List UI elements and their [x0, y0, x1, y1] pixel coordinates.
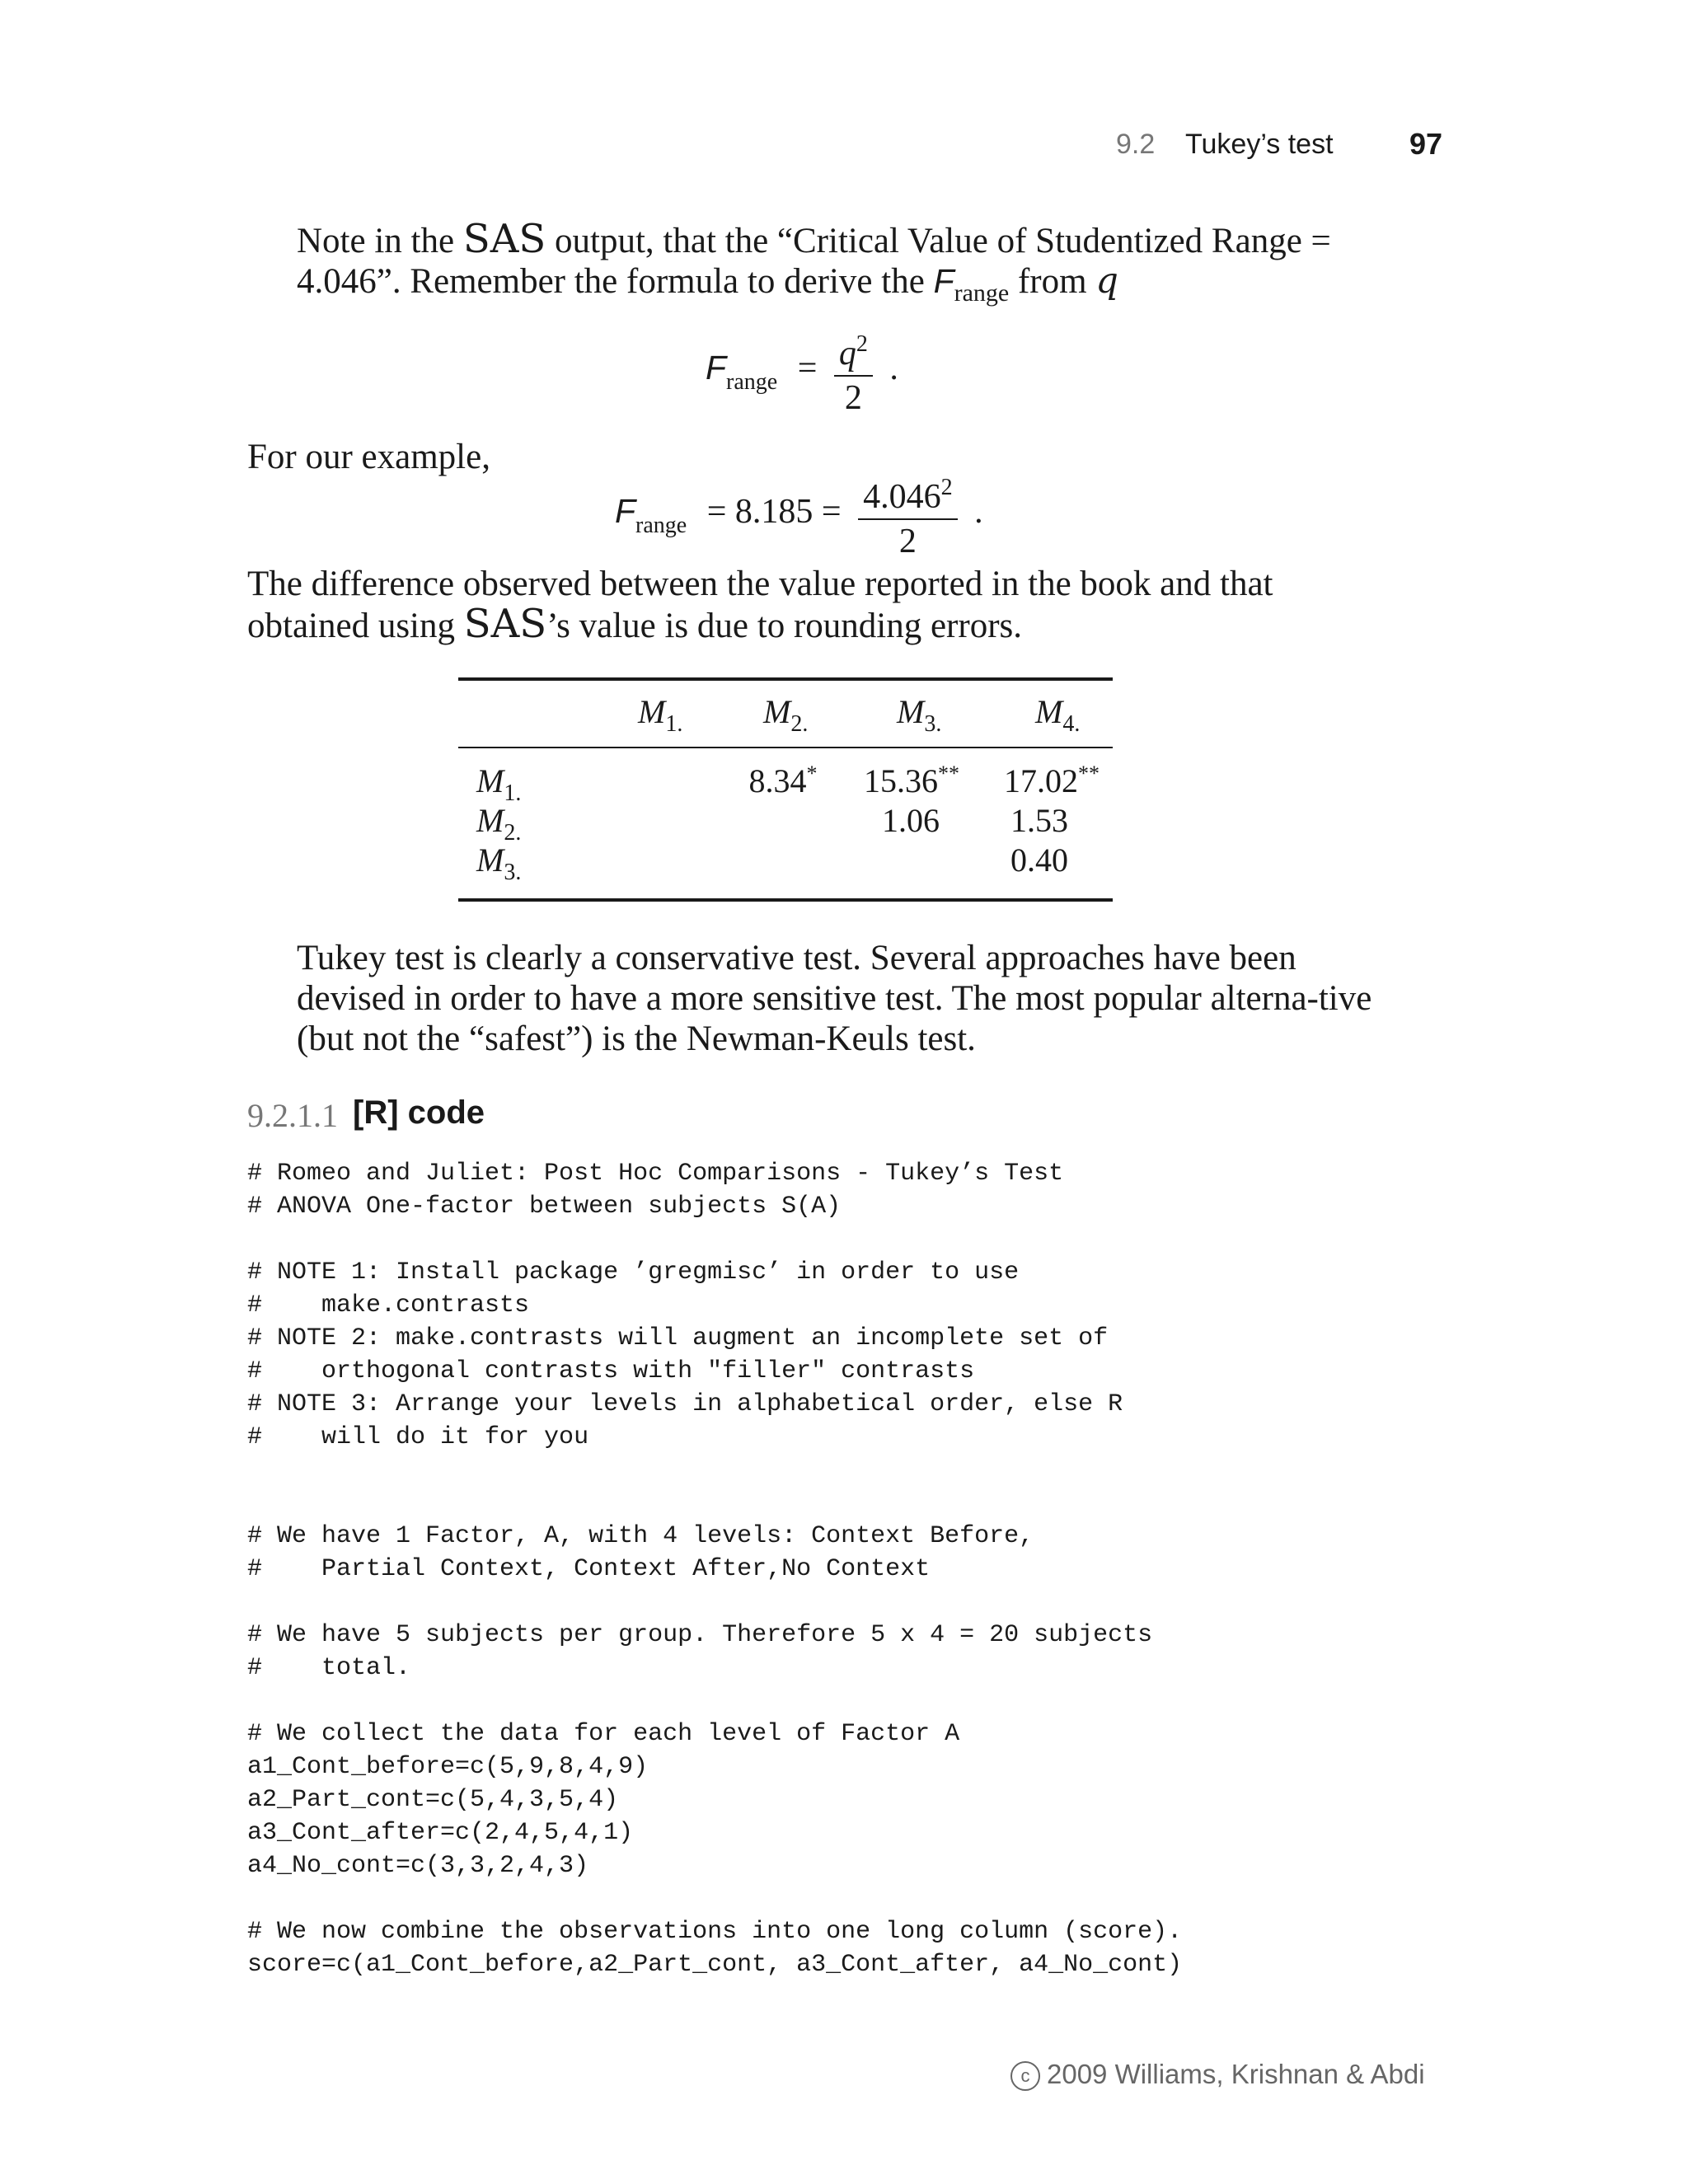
- section-title: [R] code: [353, 1094, 485, 1131]
- running-header-section-number: 9.2: [1116, 129, 1156, 160]
- column-header-m4: $M_{4.}$: [1035, 693, 1081, 737]
- paragraph-for-our-example: For our example,: [247, 438, 490, 476]
- column-header-m3: $M_{3.}$: [897, 693, 942, 737]
- table-cell-m1-m3: 15.36**: [864, 762, 959, 799]
- page-number: 97: [1409, 127, 1443, 161]
- row-header-m3: $M_{3.}$: [476, 841, 522, 885]
- paragraph-tukey-conservative: Tukey test is clearly a conservative test. Several approaches have been devised in order to have a more sensitive test. The most popular alterna-tive (but not the “safest”) is the Newman-Keuls test.: [297, 939, 1372, 1058]
- row-header-m1: $M_{1.}$: [476, 762, 522, 806]
- row-header-m2: $M_{2.}$: [476, 802, 522, 846]
- equation-frange-formula: $F_{range}$ = $\frac{q^2}{2}$ .: [706, 326, 898, 416]
- running-header-section-title: Tukey’s test: [1185, 129, 1334, 160]
- table-cell-m2-m4: 1.53: [1010, 802, 1068, 839]
- copyright-footer: c 2009 Williams, Krishnan & Abdi: [1010, 2059, 1425, 2091]
- column-header-m1: $M_{1.}$: [638, 693, 683, 737]
- sas-wordmark: SAS: [463, 601, 547, 647]
- table-cell-m1-m4: 17.02**: [1004, 762, 1100, 799]
- table-cell-m1-m2: 8.34*: [748, 762, 818, 799]
- section-number: 9.2.1.1: [247, 1097, 338, 1134]
- column-header-m2: $M_{2.}$: [763, 693, 809, 737]
- table-cell-m2-m3: 1.06: [882, 802, 940, 839]
- sas-wordmark: SAS: [462, 216, 546, 262]
- table-header-rule: [458, 747, 1113, 748]
- fraction-4046-squared-over-2: $\frac{4.046^2}{2}$: [858, 470, 958, 560]
- equation-frange-example: $F_{range} = 8.185$ = $\frac{4.046^2}{2}$ .: [615, 470, 983, 560]
- paragraph-sas-critical-value: Note in the SAS output, that the “Critical Value of Studentized Range = 4.046”. Remember the formula to derive the $F_{range}$ from q: [297, 216, 1331, 307]
- table-cell-m3-m4: 0.40: [1010, 841, 1068, 879]
- fraction-q-squared-over-2: $\frac{q^2}{2}$: [834, 326, 873, 416]
- table-bottom-rule: [458, 898, 1113, 902]
- copyright-icon: c: [1010, 2061, 1040, 2091]
- r-code-listing: # Romeo and Juliet: Post Hoc Comparisons - Tukey’s Test # ANOVA One-factor between subjects S(A) # NOTE 1: Install package ’gregmisc’ in order to use # make.contrasts # NOTE 2: make.contrasts will augment an incomplete set of # orthogonal contrasts with "filler" contrasts # NOTE 3: Arrange your levels in alphabetical order, else R # will do it for you # We have 1 Factor, A, with 4 levels: Context Before, # Partial Context, Context After,No Context # We have 5 subjects per group. Therefore 5 x 4 = 20 subjects # total. # We collect the data for each level of Factor A a1_Cont_before=c(5,9,8,4,9) a2_Part_cont=c(5,4,3,5,4) a3_Cont_after=c(2,4,5,4,1) a4_No_cont=c(3,3,2,4,3) # We now combine the observations into one long column (score). score=c(a1_Cont_before,a2_Part_cont, a3_Cont_after, a4_No_cont): [247, 1160, 1183, 1979]
- table-top-rule: [458, 677, 1113, 681]
- paragraph-rounding-errors: The difference observed between the value reported in the book and that obtained using SAS’s value is due to rounding errors.: [247, 565, 1273, 647]
